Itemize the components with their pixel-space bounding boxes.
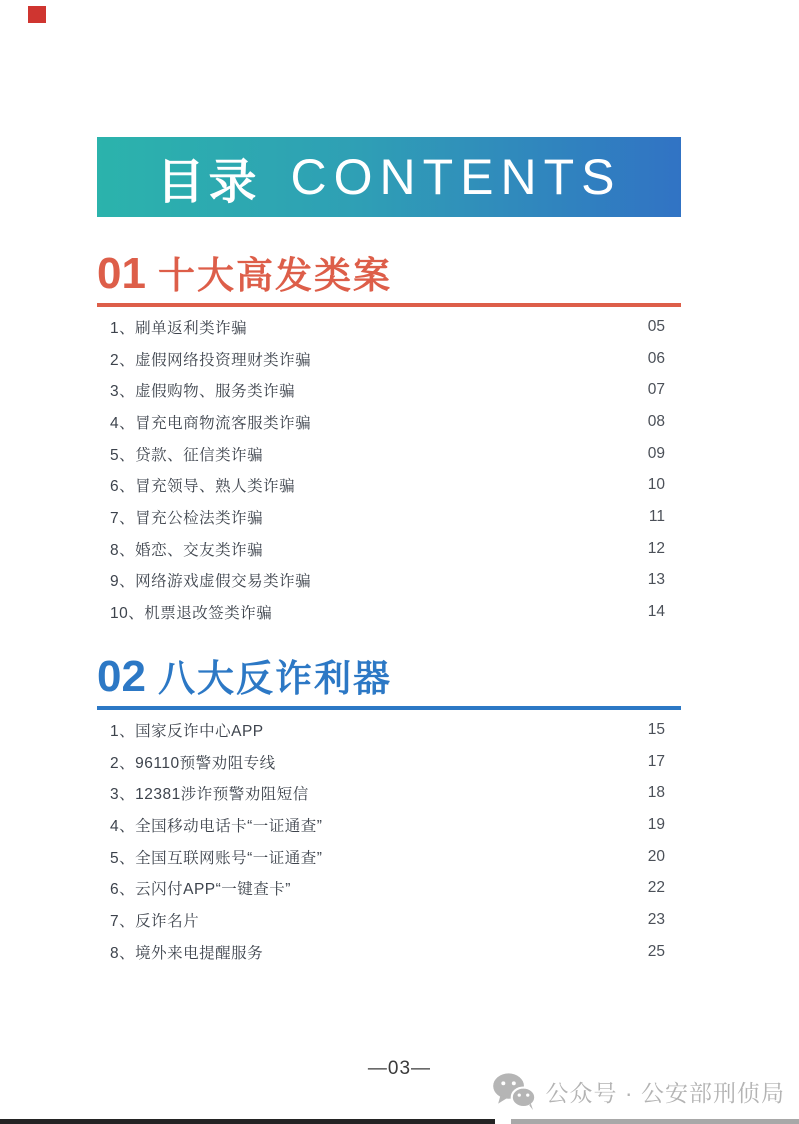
toc-item	[110, 438, 665, 470]
toc-item-label: 5、贷款、征信类诈骗	[110, 446, 264, 464]
toc-item	[110, 533, 665, 565]
section-2-toc-list	[97, 714, 681, 968]
toc-item-label: 3、虚假购物、服务类诈骗	[110, 383, 296, 401]
toc-item-label: 10、机票退改签类诈骗	[110, 605, 273, 623]
section-2-heading	[97, 652, 681, 701]
toc-item	[110, 714, 665, 746]
next-page-edge	[0, 1119, 799, 1124]
toc-item-page-number: 13	[647, 571, 665, 589]
toc-item	[110, 406, 665, 438]
corner-marker	[28, 6, 46, 23]
toc-item-page-number: 20	[647, 847, 665, 865]
toc-item-label: 5、全国互联网账号“一证通查”	[110, 849, 323, 867]
section-1-toc-list	[97, 311, 681, 628]
wechat-account-label: 公众号 · 公安部刑侦局	[545, 1079, 785, 1106]
toc-item-label: 7、反诈名片	[110, 912, 200, 930]
section-1-heading	[97, 249, 681, 298]
toc-item	[110, 469, 665, 501]
banner-title-zh: 目录	[156, 155, 261, 209]
banner-title-en: CONTENTS	[290, 149, 622, 205]
next-page-edge-light	[511, 1119, 799, 1124]
next-page-edge-dark	[0, 1119, 495, 1124]
toc-item-page-number: 14	[647, 603, 665, 621]
toc-item-page-number: 12	[647, 539, 665, 557]
section-2-number: 02	[97, 652, 146, 701]
toc-item-label: 6、冒充领导、熟人类诈骗	[110, 478, 296, 496]
toc-item-page-number: 18	[647, 784, 665, 802]
toc-item	[110, 872, 665, 904]
toc-item	[110, 777, 665, 809]
toc-item	[110, 746, 665, 778]
toc-item	[110, 311, 665, 343]
toc-item	[110, 343, 665, 375]
toc-item-page-number: 17	[647, 752, 665, 770]
toc-item	[110, 596, 665, 628]
toc-item-label: 2、96110预警劝阻专线	[110, 754, 276, 772]
toc-item	[110, 904, 665, 936]
toc-item	[110, 374, 665, 406]
toc-item-page-number: 08	[647, 412, 665, 430]
toc-item-page-number: 07	[647, 381, 665, 399]
toc-item	[110, 841, 665, 873]
section-1-number: 01	[97, 249, 146, 298]
toc-item-page-number: 09	[647, 444, 665, 462]
toc-item-label: 1、刷单返利类诈骗	[110, 319, 248, 337]
toc-item-page-number: 23	[647, 910, 665, 928]
contents-banner	[97, 137, 681, 217]
toc-item-label: 8、婚恋、交友类诈骗	[110, 541, 264, 559]
toc-item	[110, 936, 665, 968]
toc-item-label: 4、冒充电商物流客服类诈骗	[110, 414, 312, 432]
wechat-watermark	[492, 1072, 785, 1110]
toc-item-page-number: 05	[647, 317, 665, 335]
toc-item	[110, 501, 665, 533]
toc-item-label: 6、云闪付APP“一键查卡”	[110, 881, 291, 899]
toc-item-label: 1、国家反诈中心APP	[110, 722, 264, 740]
next-page-edge-gap	[495, 1119, 511, 1124]
toc-item-page-number: 11	[648, 507, 665, 525]
toc-item-label: 4、全国移动电话卡“一证通查”	[110, 817, 323, 835]
toc-item	[110, 565, 665, 597]
section-1-divider	[97, 303, 681, 307]
toc-item-label: 8、境外来电提醒服务	[110, 944, 264, 962]
toc-item-label: 9、网络游戏虚假交易类诈骗	[110, 573, 312, 591]
toc-item-page-number: 06	[647, 349, 665, 367]
toc-item-page-number: 15	[647, 720, 665, 738]
toc-item	[110, 809, 665, 841]
toc-item-page-number: 25	[647, 942, 665, 960]
toc-item-label: 7、冒充公检法类诈骗	[110, 509, 264, 527]
toc-item-label: 3、12381涉诈预警劝阻短信	[110, 786, 309, 804]
toc-item-page-number: 19	[647, 815, 665, 833]
toc-item-label: 2、虚假网络投资理财类诈骗	[110, 351, 312, 369]
section-1-title: 十大高发类案	[157, 256, 392, 297]
toc-item-page-number: 10	[647, 476, 665, 494]
page-number: —03—	[367, 1058, 432, 1079]
wechat-icon	[492, 1072, 536, 1110]
section-2-title: 八大反诈利器	[157, 659, 392, 700]
section-2-divider	[97, 706, 681, 710]
toc-item-page-number: 22	[647, 879, 665, 897]
